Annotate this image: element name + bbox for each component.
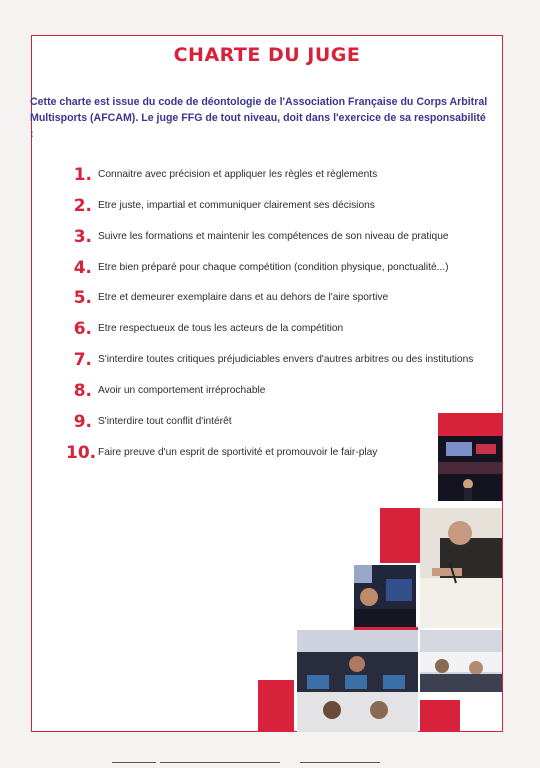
audience-photo xyxy=(420,630,502,692)
rule-item-6 xyxy=(66,317,486,341)
rule-item-7 xyxy=(66,348,486,372)
rule-text: S'interdire tout conflit d'intérêt xyxy=(98,416,232,427)
rule-number: 1. xyxy=(73,165,92,185)
rule-text: S'interdire toutes critiques préjudiciables envers d'autres arbitres ou des institutions xyxy=(98,354,474,365)
rule-text: Faire preuve d'un esprit de sportivité et promouvoir le fair-play xyxy=(98,447,378,458)
red-block-decoration xyxy=(380,508,420,563)
rule-number: 9. xyxy=(73,412,92,432)
rule-number: 6. xyxy=(73,319,92,339)
rule-item-10 xyxy=(66,441,486,465)
rule-item-8 xyxy=(66,379,486,403)
rule-number: 5. xyxy=(73,288,92,308)
rule-number: 3. xyxy=(73,227,92,247)
rule-item-2 xyxy=(66,194,486,218)
rule-text: Etre juste, impartial et communiquer clairement ses décisions xyxy=(98,200,375,211)
rule-item-1 xyxy=(66,163,486,187)
page-edge-line xyxy=(160,762,280,763)
judges-desk-photo xyxy=(354,565,416,627)
page-title: CHARTE DU JUGE xyxy=(173,44,361,66)
jury-panel-photo xyxy=(297,630,418,732)
rule-item-3 xyxy=(66,225,486,249)
intro-paragraph: Cette charte est issue du code de déontologie de l'Association Française du Corps Arbitral Multisports (AFCAM). Le juge FFG de tout niveau, doit dans l'exercice de sa responsabilité : xyxy=(30,96,488,140)
rule-number: 7. xyxy=(73,350,92,370)
rule-number: 4. xyxy=(73,258,92,278)
rule-item-5 xyxy=(66,286,486,310)
rule-text: Suivre les formations et maintenir les compétences de son niveau de pratique xyxy=(98,231,449,242)
arena-photo xyxy=(438,436,502,501)
rule-text: Connaitre avec précision et appliquer les règles et règlements xyxy=(98,169,378,180)
red-block-decoration xyxy=(420,700,460,732)
page-edge-line xyxy=(300,762,380,763)
rule-item-4 xyxy=(66,256,486,280)
rule-text: Etre respectueux de tous les acteurs de la compétition xyxy=(98,323,344,334)
red-block-decoration xyxy=(258,680,294,732)
rule-item-9 xyxy=(66,410,486,434)
page-edge-line xyxy=(112,762,156,763)
rule-number: 10. xyxy=(66,443,97,463)
rule-number: 2. xyxy=(73,196,92,216)
red-block-decoration xyxy=(438,413,502,436)
rule-number: 8. xyxy=(73,381,92,401)
rule-text: Etre bien préparé pour chaque compétition (condition physique, ponctualité...) xyxy=(98,262,449,273)
rule-text: Avoir un comportement irréprochable xyxy=(98,385,266,396)
rule-text: Etre et demeurer exemplaire dans et au dehors de l'aire sportive xyxy=(98,292,389,303)
judges-writing-photo xyxy=(420,508,502,628)
